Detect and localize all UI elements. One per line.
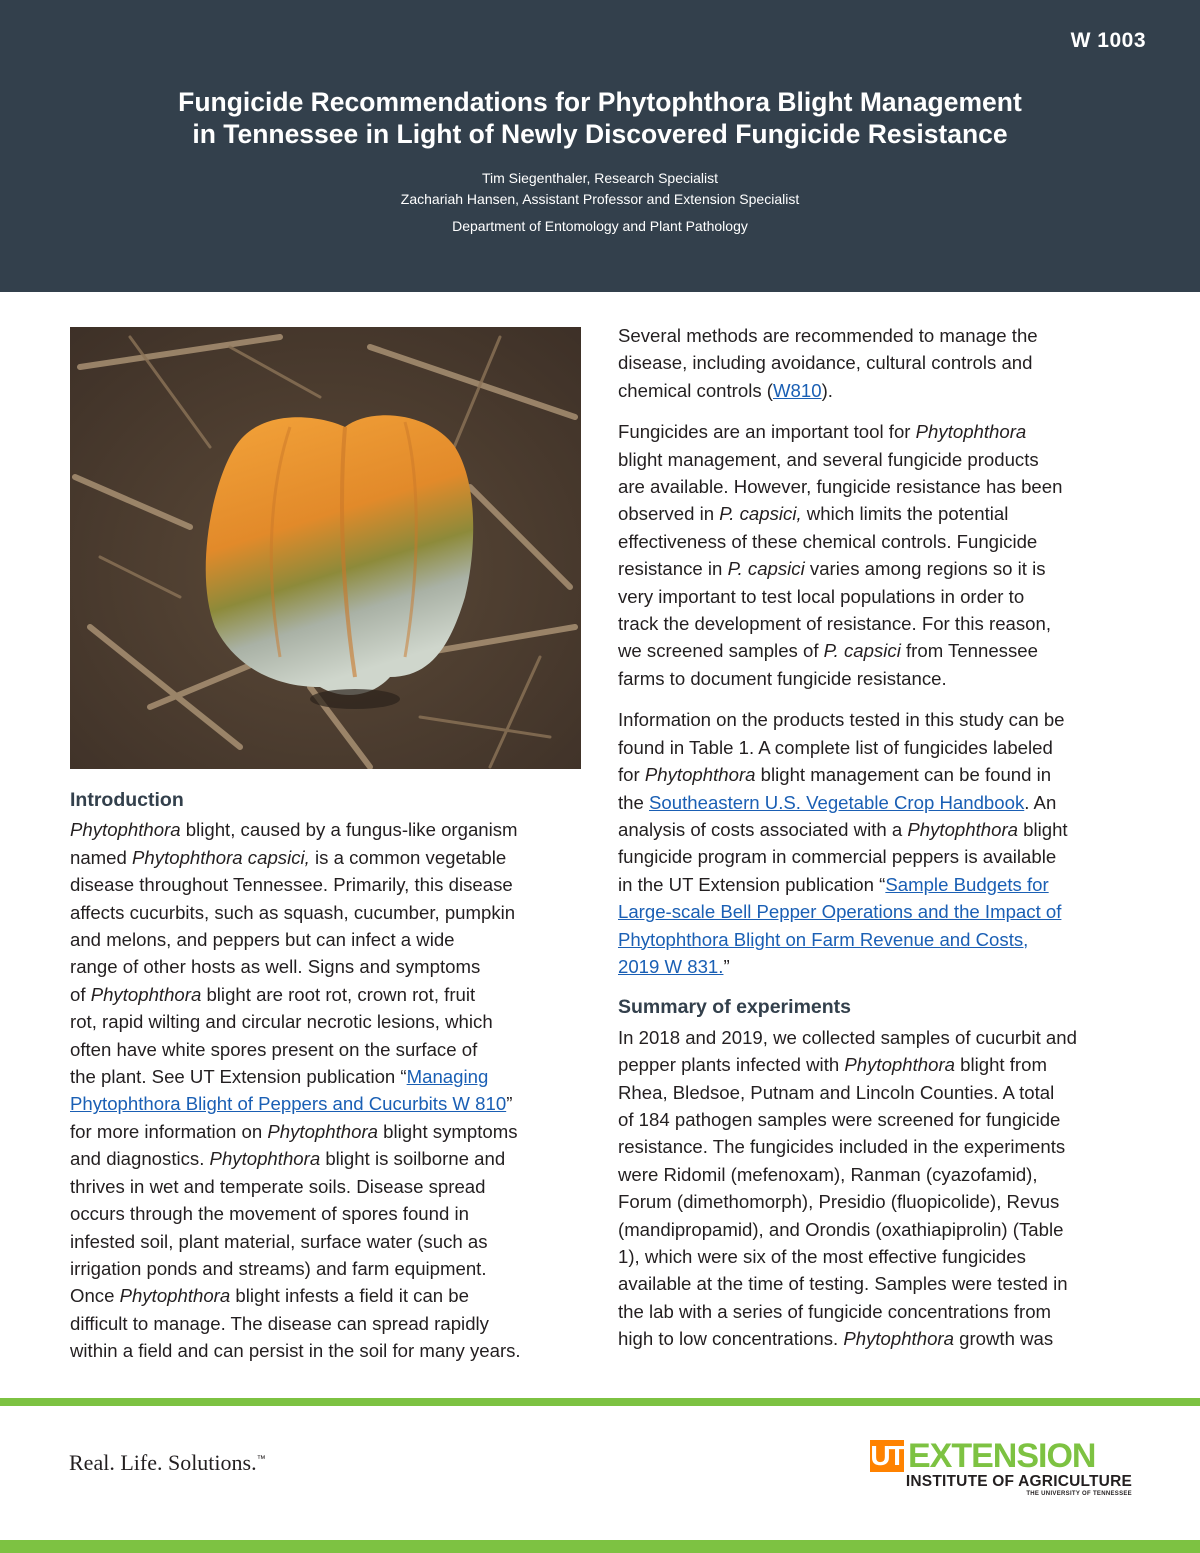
text-line: are available. However, fungicide resistance has been [618,476,1063,498]
text-line [618,637,1158,664]
text-line: Several methods are recommended to manage the [618,325,1038,346]
text-line [618,871,1158,898]
text-line: available at the time of testing. Samples were tested in [618,1273,1068,1295]
text-line: thrives in wet and temperate soils. Disease spread [70,1175,486,1197]
text-run: blight is soilborne and [320,1148,506,1170]
photo-illustration [70,327,581,769]
italic-text: Phytophthora [70,819,181,841]
footer-divider [0,1398,1200,1406]
text-run: chemical controls ( [618,379,773,401]
text-line [70,1145,590,1172]
text-line: fungicide program in commercial peppers is available [618,846,1057,868]
text-line [618,1051,1158,1078]
text-run: blight infests a field it can be [230,1285,469,1307]
text-run: resistance in [618,558,728,580]
w831-link-part2[interactable]: Large-scale Bell Pepper Operations and the Impact of [618,901,1062,923]
text-line: found in Table 1. A complete list of fungicides labeled [618,736,1053,758]
logo-university-text: THE UNIVERSITY OF TENNESSEE [1026,1491,1132,1497]
italic-text: Phytophthora [844,1054,955,1076]
text-line [70,1090,590,1117]
fungicides-paragraph [618,418,1158,692]
text-run: blight [1017,818,1068,840]
w831-link-part1[interactable]: Sample Budgets for [885,873,1049,895]
text-line: farms to document fungicide resistance. [618,667,947,689]
trademark-symbol: ™ [256,1453,266,1464]
text-line: infested soil, plant material, surface water (such as [70,1230,488,1252]
tagline-text: Real. Life. Solutions. [69,1450,257,1475]
italic-text: Phytophthora [90,983,202,1005]
text-run: is a common vegetable [309,846,507,868]
text-line [618,500,1158,527]
text-line: occurs through the movement of spores found in [70,1203,469,1225]
text-line: Information on the products tested in this study can be [618,709,1065,731]
text-line [618,555,1158,582]
text-line [70,1063,590,1090]
title-line-2: in Tennessee in Light of Newly Discovered Fungicide Resistance [192,119,1008,149]
text-run: observed in [618,503,720,525]
text-run: analysis of costs associated with a [618,818,908,840]
text-line [618,898,1158,925]
text-line: the lab with a series of fungicide concentrations from [618,1300,1052,1322]
products-paragraph [618,706,1158,980]
w831-link-part3[interactable]: Phytophthora Blight on Farm Revenue and Costs, [618,928,1029,950]
text-line: disease throughout Tennessee. Primarily, this disease [70,874,513,896]
text-run: blight symptoms [378,1120,518,1142]
text-line [618,761,1158,788]
italic-text: Phytophthora [915,421,1027,443]
text-line: track the development of resistance. For this reason, [618,613,1052,635]
italic-text: Phytophthora capsici, [132,846,310,868]
text-run: pepper plants infected with [618,1054,845,1076]
text-line: very important to test local populations in order to [618,585,1025,607]
author-block [0,168,1200,237]
text-run: the [618,791,650,813]
text-run: from Tennessee [900,640,1038,662]
w810-link-part1[interactable]: Managing [406,1066,489,1088]
text-line [618,953,1158,980]
text-line [70,1118,590,1145]
introduction-paragraph [70,816,590,1364]
w810-link-part2[interactable]: Phytophthora Blight of Peppers and Cucurbits W 810 [70,1093,507,1115]
text-run: growth was [953,1328,1054,1350]
summary-heading: Summary of experiments [618,996,852,1019]
italic-text: Phytophthora [209,1148,321,1170]
italic-text: P. capsici [823,640,901,662]
text-run: Once [70,1285,120,1307]
text-line: affects cucurbits, such as squash, cucumber, pumpkin [70,901,516,923]
tagline [69,1450,266,1476]
text-run: and diagnostics. [70,1148,210,1170]
vegetable-handbook-link[interactable]: Southeastern U.S. Vegetable Crop Handbook [649,791,1025,813]
methods-paragraph [618,322,1158,404]
w831-link-part4[interactable]: 2019 W 831. [618,955,724,977]
text-run: blight from [954,1054,1047,1076]
text-line [618,377,1158,404]
introduction-heading: Introduction [70,789,184,811]
text-run: blight, caused by a fungus-like organism [180,819,518,841]
text-run: the plant. See UT Extension publication “ [70,1066,407,1088]
text-line: rot, rapid wilting and circular necrotic lesions, which [70,1011,493,1033]
text-line [70,981,590,1008]
text-run: we screened samples of [618,640,824,662]
header-banner [0,0,1200,292]
document-title [60,86,1140,150]
text-run: varies among regions so it is [804,558,1046,580]
italic-text: P. capsici [727,558,805,580]
text-run: ). [821,379,833,401]
text-line: In 2018 and 2019, we collected samples of cucurbit and [618,1026,1077,1048]
text-line: (mandipropamid), and Orondis (oxathiapiprolin) (Table [618,1218,1064,1240]
italic-text: Phytophthora [644,764,756,786]
logo-extension-text: EXTENSION [908,1437,1096,1475]
text-line [618,789,1158,816]
text-line [618,418,1158,445]
department: Department of Entomology and Plant Pathology [452,218,748,234]
text-run: for more information on [70,1120,268,1142]
text-run: in the UT Extension publication “ [618,873,886,895]
text-line: disease, including avoidance, cultural controls and [618,352,1033,374]
italic-text: Phytophthora [267,1120,378,1142]
text-run: of [70,983,91,1005]
text-line: within a field and can persist in the soil for many years. [70,1340,521,1362]
ut-extension-logo [870,1437,1132,1500]
text-line: difficult to manage. The disease can spread rapidly [70,1312,489,1334]
publication-id: W 1003 [1070,29,1146,52]
text-line: blight management, and several fungicide products [618,448,1039,470]
author-2: Zachariah Hansen, Assistant Professor and Extension Specialist [400,191,800,207]
text-line [70,1282,590,1309]
text-line [618,926,1158,953]
italic-text: Phytophthora [907,818,1018,840]
logo-institute-text: INSTITUTE OF AGRICULTURE [905,1473,1132,1490]
text-run: high to low concentrations. [618,1328,844,1350]
text-run: . An [1024,791,1057,813]
text-line [70,816,590,843]
text-run: for [618,764,645,786]
text-run: Fungicides are an important tool for [618,421,916,443]
author-1: Tim Siegenthaler, Research Specialist [481,170,719,186]
ut-mark: UT [870,1440,904,1471]
text-run: ” [506,1093,513,1115]
left-column [70,787,590,1365]
text-line: resistance. The fungicides included in the experiments [618,1136,1066,1158]
text-line: and melons, and peppers but can infect a wide [70,929,455,951]
text-line: irrigation ponds and streams) and farm equipment. [70,1257,487,1279]
text-line: Rhea, Bledsoe, Putnam and Lincoln Counties. A total [618,1081,1055,1103]
text-run: blight management can be found in [755,764,1052,786]
title-line-1: Fungicide Recommendations for Phytophthora Blight Management [178,87,1022,117]
text-line: were Ridomil (mefenoxam), Ranman (cyazofamid), [618,1163,1038,1185]
text-line: of 184 pathogen samples were screened for fungicide [618,1108,1061,1130]
text-run: named [70,846,133,868]
italic-text: Phytophthora [119,1285,231,1307]
text-line: Forum (dimethomorph), Presidio (fluopicolide), Revus [618,1191,1060,1213]
summary-paragraph [618,1024,1158,1353]
text-line: effectiveness of these chemical controls. Fungicide [618,530,1038,552]
text-line: range of other hosts as well. Signs and symptoms [70,956,481,978]
right-column [618,322,1158,1367]
footer-bottom-bar [0,1540,1200,1553]
text-run: blight are root rot, crown rot, fruit [201,983,476,1005]
text-line: 1), which were six of the most effective fungicides [618,1246,1026,1267]
text-run: ” [723,955,730,977]
text-line [618,816,1158,843]
italic-text: P. capsici, [719,503,802,525]
text-line [618,1325,1158,1352]
w810-link[interactable]: W810 [773,379,822,401]
italic-text: Phytophthora [843,1328,954,1350]
text-line [70,844,590,871]
text-run: which limits the potential [801,503,1009,525]
text-line: often have white spores present on the surface of [70,1038,478,1060]
infected-squash-photo [70,327,581,769]
